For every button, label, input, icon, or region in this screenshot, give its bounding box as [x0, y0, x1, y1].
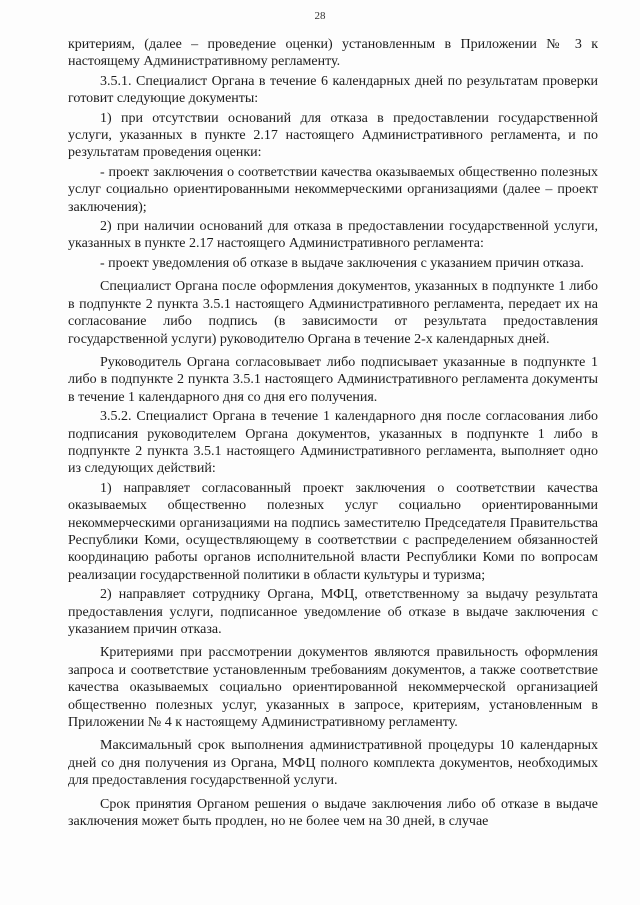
paragraph: 3.5.1. Специалист Органа в течение 6 календарных дней по результатам проверки готовит следующие документы:: [68, 73, 598, 107]
paragraph: Специалист Органа после оформления документов, указанных в подпункте 1 либо в подпункте 2 пункта 3.5.1 настоящего Административного регламента, передает их на согласование либо подпись (в зависимости от результата предоставления государственной услуги) руководителю Органа в течение 2-х календарных дней.: [68, 279, 598, 347]
paragraph: Критериями при рассмотрении документов являются правильность оформления запроса и соответствие установленным требованиям документов, а также соответствие качества оказываемых социально ориентированной некоммерческой организацией общественно полезных услуг, указанных в запросе, критериям, установленным в Приложении № 4 к настоящему Административному регламенту.: [68, 645, 598, 731]
document-body: [68, 36, 598, 832]
paragraph: критериям, (далее – проведение оценки) установленным в Приложении № 3 к настоящему Административному регламенту.: [68, 37, 598, 70]
paragraph: 2) направляет сотруднику Органа, МФЦ, ответственному за выдачу результата предоставления услуги, подписанное уведомление об отказе в выдаче заключения с указанием причин отказа.: [68, 587, 598, 637]
paragraph: 3.5.2. Специалист Органа в течение 1 календарного дня после согласования либо подписания руководителем Органа документов, указанных в подпункте 1 либо в подпункте 2 пункта 3.5.1 настоящего Административного регламента, выполняет одно из следующих действий:: [68, 409, 598, 477]
paragraph: 1) при отсутствии оснований для отказа в предоставлении государственной услуги, указанных в пункте 2.17 настоящего Административного регламента, и по результатам проведения оценки:: [68, 110, 598, 161]
paragraph: Руководитель Органа согласовывает либо подписывает указанные в подпункте 1 либо в подпункте 2 пункта 3.5.1 настоящего Административного регламента документы в течение 1 календарного дня со дня его получения.: [68, 354, 598, 405]
page-number: 28: [314, 10, 326, 22]
paragraph: 1) направляет согласованный проект заключения о соответствии качества оказываемых общественно полезных услуг социально ориентированными некоммерческими организациями на подпись заместителю Председателя Правительства Республики Коми, осуществляющему в соответствии с распределением обязанностей координацию работы органов исполнительной власти Республики Коми по вопросам реализации государственной политики в области культуры и туризма;: [68, 480, 598, 583]
paragraph: Срок принятия Органом решения о выдаче заключения либо об отказе в выдаче заключения может быть продлен, но не более чем на 30 дней, в случае: [68, 796, 598, 830]
paragraph: - проект уведомления об отказе в выдаче заключения с указанием причин отказа.: [100, 255, 584, 271]
paragraph: - проект заключения о соответствии качества оказываемых общественно полезных услуг социально ориентированными некоммерческими организациями (далее – проект заключения);: [68, 164, 598, 215]
paragraph: 2) при наличии оснований для отказа в предоставлении государственной услуги, указанных в пункте 2.17 настоящего Административного регламента:: [68, 219, 598, 252]
paragraph: Максимальный срок выполнения административной процедуры 10 календарных дней со дня получения из Органа, МФЦ полного комплекта документов, необходимых для предоставления государственной услуги.: [68, 738, 598, 789]
